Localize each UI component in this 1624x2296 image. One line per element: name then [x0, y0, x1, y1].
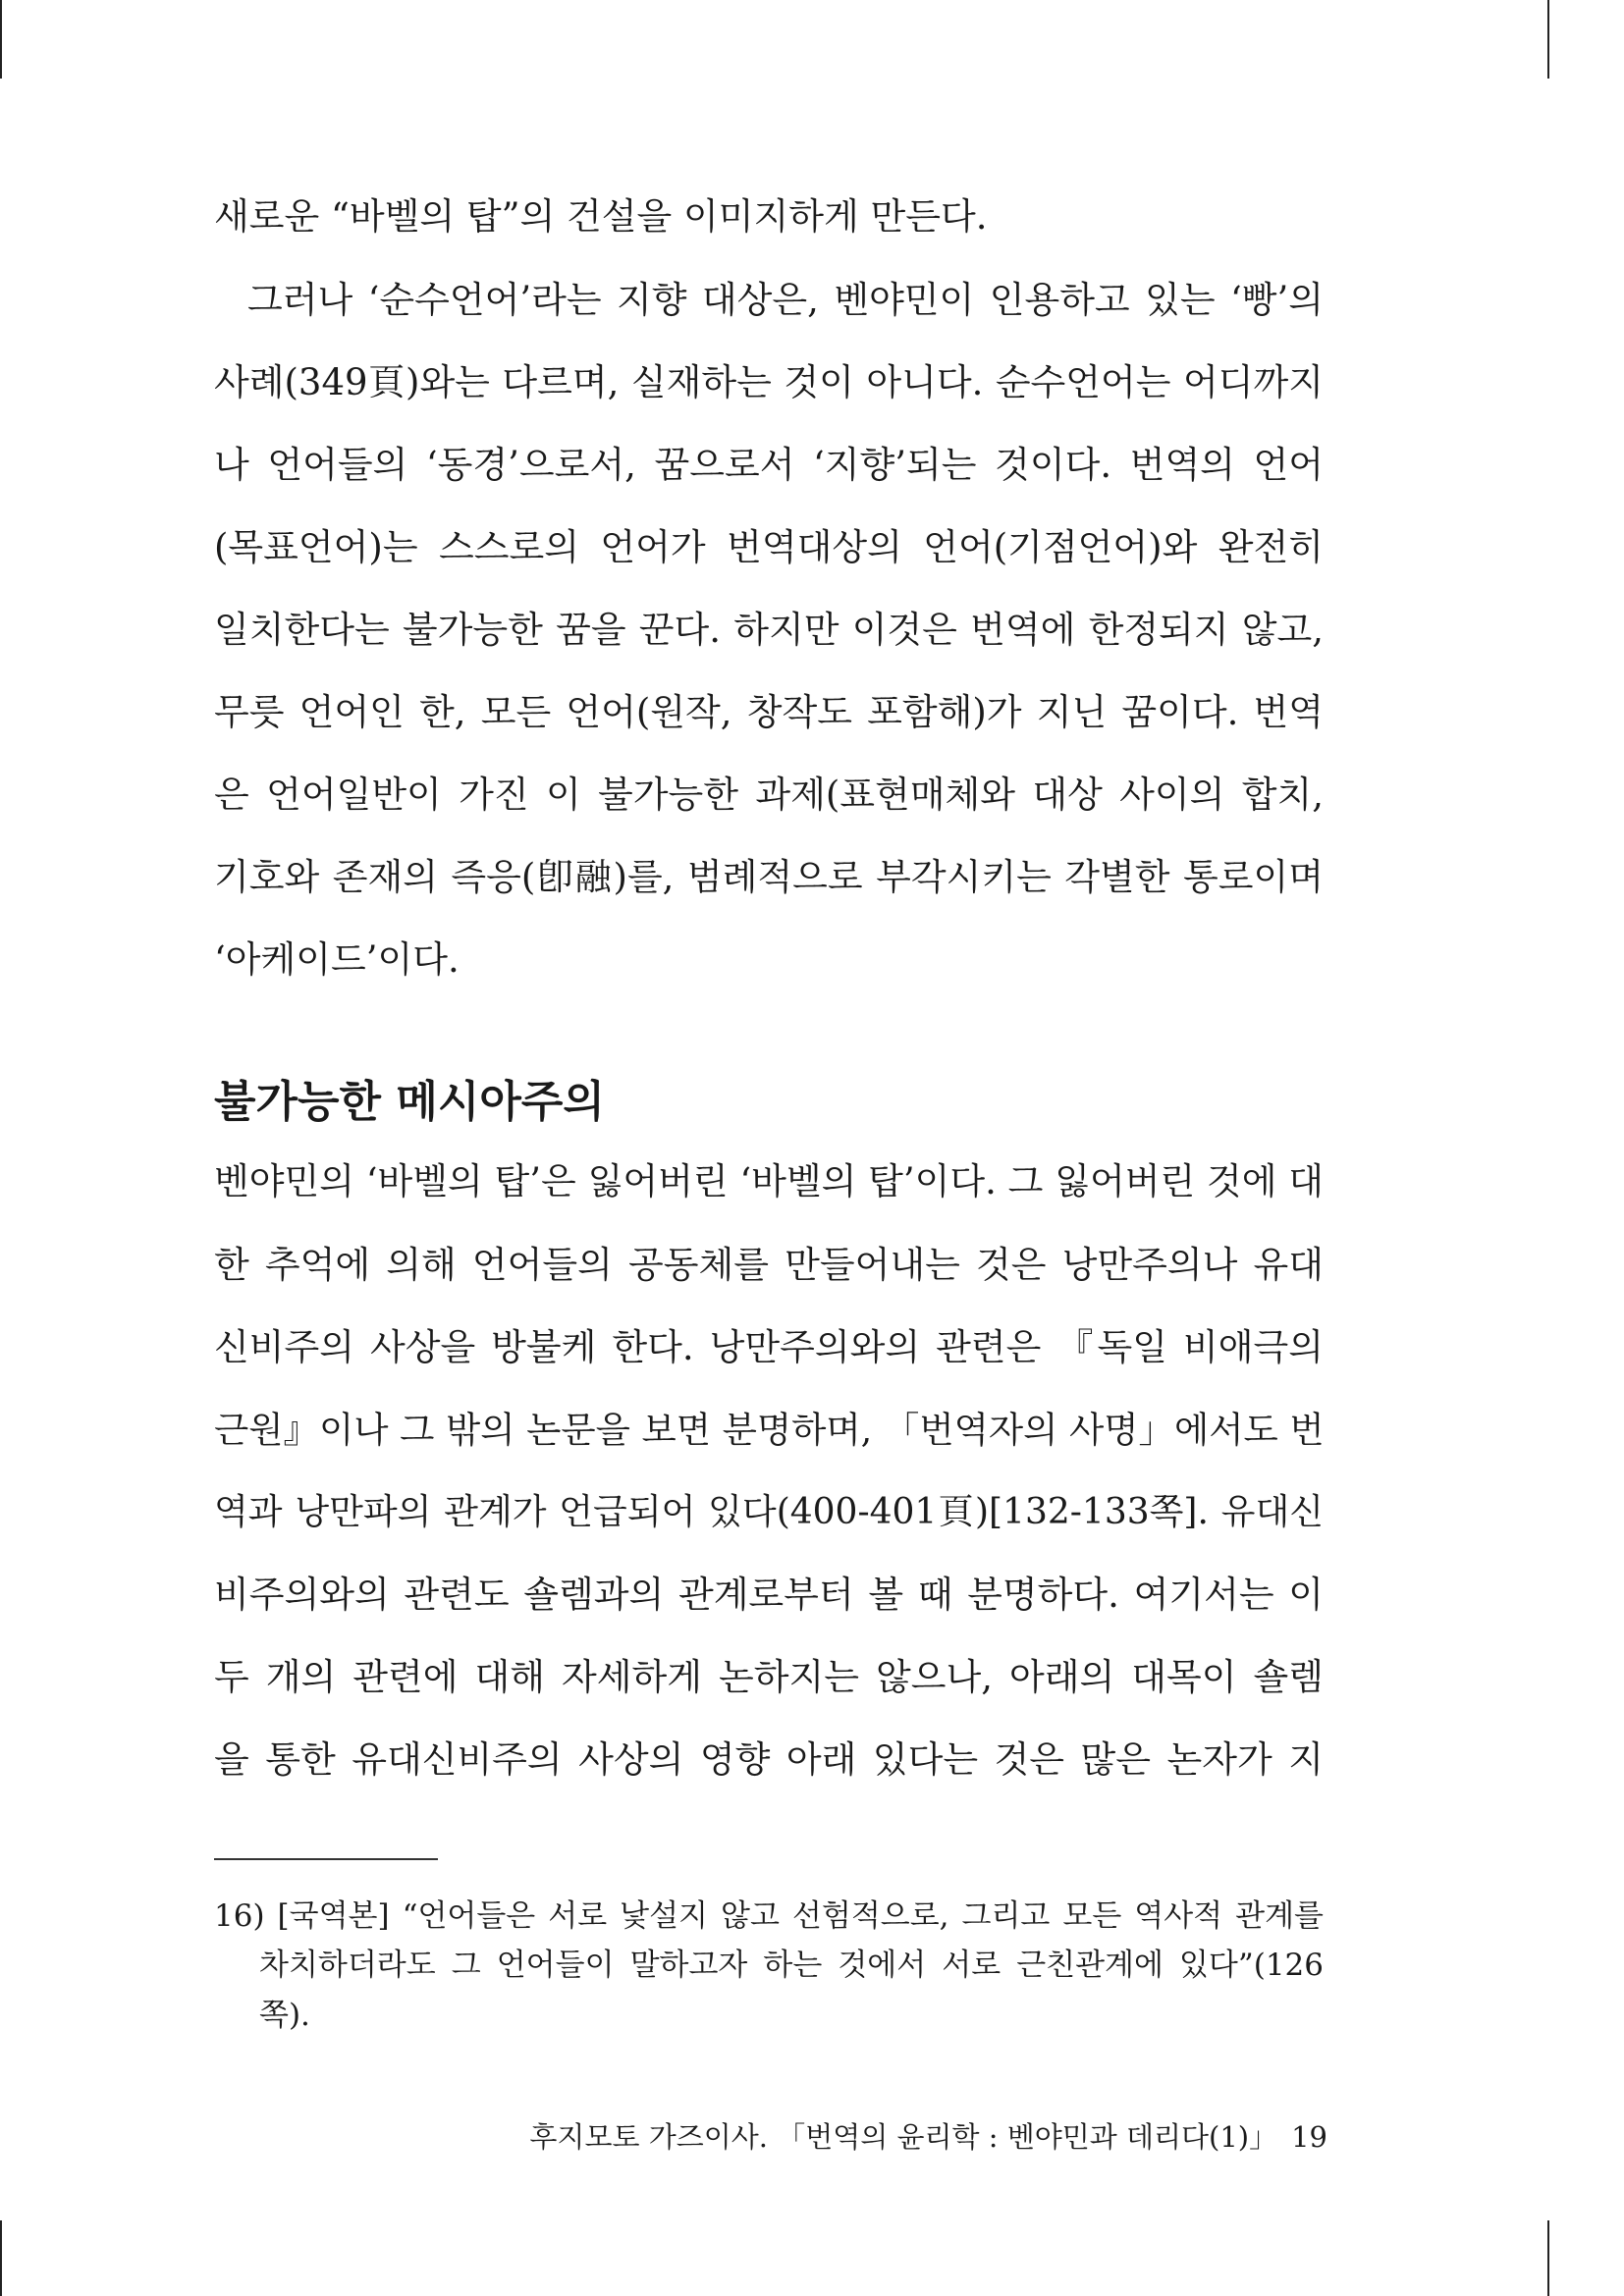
paragraph-2-line: (목표언어)는 스스로의 언어가 번역대상의 언어(기점언어)와 완전히 [214, 526, 1324, 568]
paragraph-2-line: 나 언어들의 ‘동경’으로서, 꿈으로서 ‘지향’되는 것이다. 번역의 언어 [214, 444, 1324, 486]
paragraph-3-line: 을 통한 유대신비주의 사상의 영향 아래 있다는 것은 많은 논자가 지 [214, 1738, 1324, 1781]
footnote-line: 16) [국역본] “언어들은 서로 낯설지 않고 선험적으로, 그리고 모든 역사적 관계를 [214, 1898, 1324, 1934]
footnote-rule [214, 1858, 438, 1860]
paragraph-1-line: 새로운 “바벨의 탑”의 건설을 이미지하게 만든다. [214, 195, 988, 238]
paragraph-2-line: 사례(349頁)와는 다르며, 실재하는 것이 아니다. 순수언어는 어디까지 [214, 361, 1324, 403]
paragraph-2-line: 무릇 언어인 한, 모든 언어(원작, 창작도 포함해)가 지닌 꿈이다. 번역 [214, 691, 1324, 733]
footnote-line: 차치하더라도 그 언어들이 말하고자 하는 것에서 서로 근친관계에 있다”(126 [259, 1948, 1324, 1983]
paragraph-2-line: 일치한다는 불가능한 꿈을 꾼다. 하지만 이것은 번역에 한정되지 않고, [214, 609, 1324, 651]
crop-mark-bottom-left [0, 2220, 2, 2296]
paragraph-3-line: 근원』이나 그 밖의 논문을 보면 분명하며, 「번역자의 사명」에서도 번 [214, 1409, 1325, 1451]
crop-mark-bottom-right [1547, 2220, 1549, 2296]
footnote-line: 쪽). [259, 1998, 310, 2033]
paragraph-2-line: ‘아케이드’이다. [214, 938, 460, 981]
paragraph-3-line: 두 개의 관련에 대해 자세하게 논하지는 않으나, 아래의 대목이 숄렘 [214, 1656, 1324, 1698]
paragraph-3-line: 벤야민의 ‘바벨의 탑’은 잃어버린 ‘바벨의 탑’이다. 그 잃어버린 것에 대 [214, 1160, 1324, 1202]
paragraph-2-line: 기호와 존재의 즉응(卽融)를, 범례적으로 부각시키는 각별한 통로이며 [214, 856, 1324, 898]
page-number: 19 [1291, 2120, 1327, 2154]
crop-mark-top-right [1547, 0, 1549, 79]
paragraph-3-line: 한 추억에 의해 언어들의 공동체를 만들어내는 것은 낭만주의나 유대 [214, 1244, 1324, 1286]
paragraph-2-line: 그러나 ‘순수언어’라는 지향 대상은, 벤야민이 인용하고 있는 ‘빵’의 [247, 279, 1324, 321]
crop-mark-top-left [0, 0, 2, 79]
running-footer [529, 2118, 1327, 2156]
paragraph-3-line: 역과 낭만파의 관계가 언급되어 있다(400-401頁)[132-133쪽]. 유대신 [214, 1492, 1324, 1532]
paragraph-3-line: 비주의와의 관련도 숄렘과의 관계로부터 볼 때 분명하다. 여기서는 이 [214, 1574, 1324, 1616]
paragraph-3-line: 신비주의 사상을 방불케 한다. 낭만주의와의 관련은 『독일 비애극의 [214, 1326, 1324, 1368]
section-heading: 불가능한 메시아주의 [214, 1077, 605, 1127]
running-footer-text: 후지모토 가즈이사. 「번역의 윤리학 : 벤야민과 데리다(1)」 [529, 2120, 1278, 2154]
paragraph-2-line: 은 언어일반이 가진 이 불가능한 과제(표현매체와 대상 사이의 합치, [214, 774, 1324, 816]
